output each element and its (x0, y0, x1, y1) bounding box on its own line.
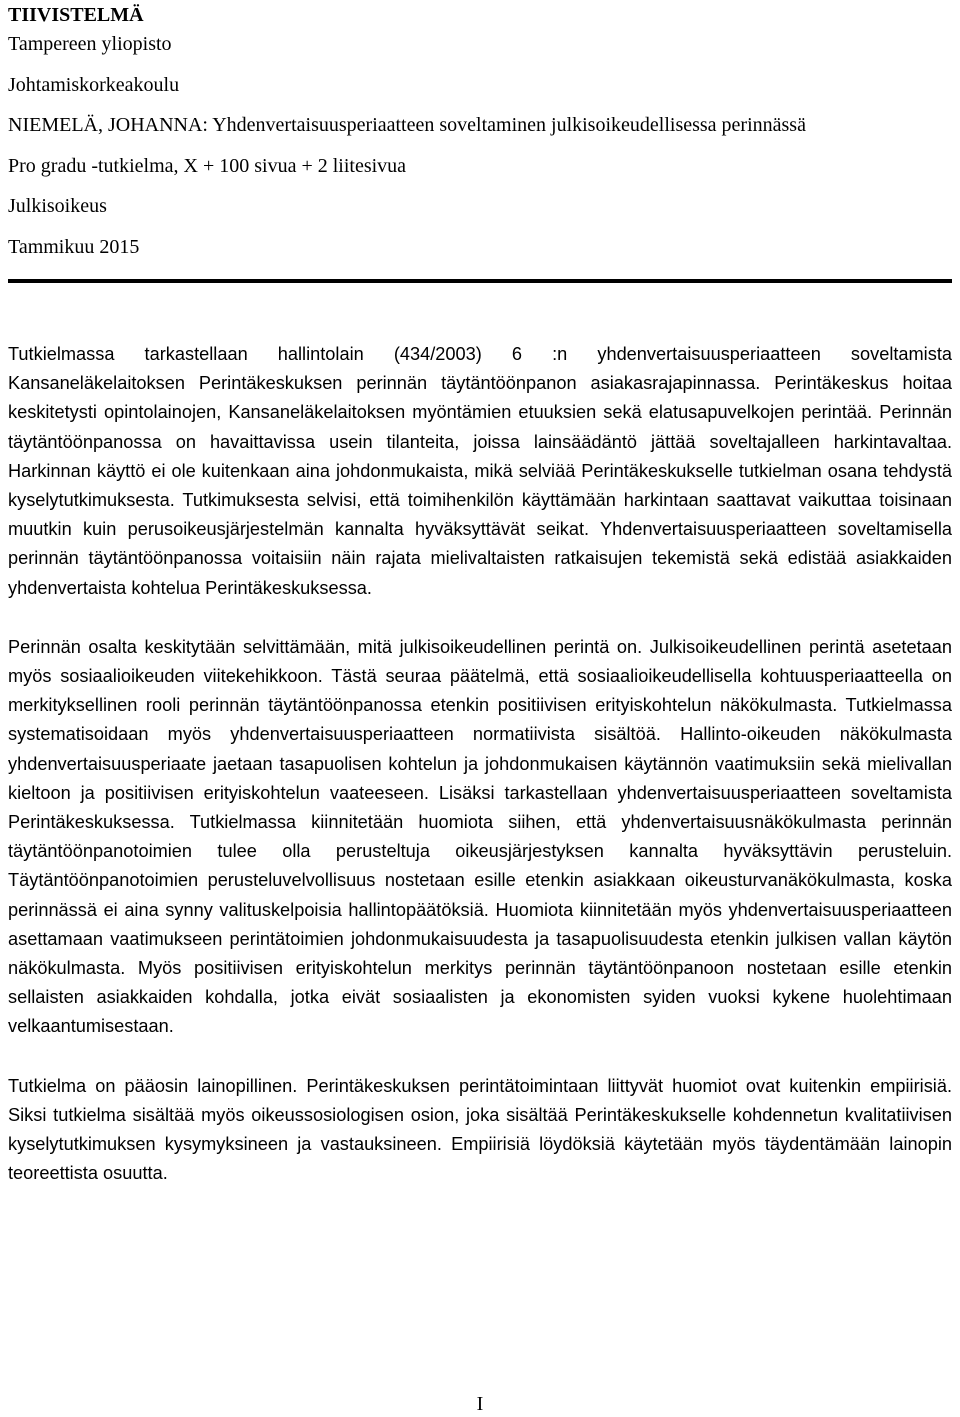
abstract-body (8, 340, 952, 1188)
subject-line: Julkisoikeus (8, 195, 107, 217)
thesis-type-line: Pro gradu -tutkielma, X + 100 sivua + 2 liitesivua (8, 154, 407, 177)
divider-rule (8, 279, 952, 283)
university-line: Tampereen yliopisto (8, 33, 172, 55)
abstract-page (8, 0, 952, 1188)
abstract-paragraph: Tutkielma on pääosin lainopillinen. Perintäkeskuksen perintätoimintaan liittyvät huomiot ovat kuitenkin empiirisiä. Siksi tutkielma sisältää myös oikeussosiologisen osion, joka sisältää Perintäkeskukselle kohdennetun kvalitatiivisen kyselytutkimuksen kysymyksineen ja vastauksineen. Empiirisiä löydöksiä käytetään myös täydentämään lainopin teoreettista osuutta. (8, 1075, 952, 1184)
author-title-line: NIEMELÄ, JOHANNA: Yhdenvertaisuusperiaatteen soveltaminen julkisoikeudellisessa perinnässä (8, 114, 806, 136)
page-heading: TIIVISTELMÄ (8, 4, 144, 26)
date-line: Tammikuu 2015 (8, 235, 140, 258)
abstract-paragraph: Perinnän osalta keskitytään selvittämään, mitä julkisoikeudellinen perintä on. Julkisoikeudellinen perintä asetetaan myös sosiaalioikeuden viitekehikkoon. Tästä seuraa päätelmä, että sosiaalioikeudellisella kohtuusperiaatteella on merkityksellinen rooli perinnän täytäntöönpanossa etenkin positiivisen erityiskohtelun näkökulmasta. Tutkielmassa systematisoidaan myös yhdenvertaisuusperiaatteen normatiivista sisältöä. Hallinto-oikeuden näkökulmasta yhdenvertaisuusperiaate jaetaan tasapuolisen kohtelun ja johdonmukaisen käytännön vaatimuksiin sekä mielivallan kieltoon ja positiivisen erityiskohtelun vaateeseen. Lisäksi tarkastellaan yhdenvertaisuusperiaatteen soveltamista Perintäkeskuksessa. Tutkielmassa kiinnitetään huomiota siihen, että yhdenvertaisuusnäkökulmasta perinnän täytäntöönpanotoimien tulee olla perusteltuja oikeusjärjestyksen kannalta hyväksyttävin perusteluin. Täytäntöönpanotoimien perusteluvelvollisuus nostetaan esille etenkin asiakkaan oikeusturvanäkökulmasta, koska perinnässä ei aina synny valituskelpoisia hallintopäätöksiä. Huomiota kiinnitetään myös yhdenvertaisuusperiaatteen asettamaan vaatimukseen perintätoimien johdonmukaisuudesta ja tasapuolisuudesta etenkin julkisen vallan käytön näkökulmasta. Myös positiivisen erityiskohtelun merkitys perinnän täytäntöönpanoon nostetaan esille etenkin sellaisten asiakkaiden kohdalla, jotka eivät sosiaalisten ja ekonomisten syiden vuoksi kykene huolehtimaan velkaantumisestaan. (8, 636, 952, 1037)
school-line: Johtamiskorkeakoulu (8, 73, 180, 96)
abstract-paragraph: Tutkielmassa tarkastellaan hallintolain (434/2003) 6 :n yhdenvertaisuusperiaatteen soveltamista Kansaneläkelaitoksen Perintäkeskuksen perinnän täytäntöönpanon asiakasrajapinnassa. Perintäkeskus hoitaa keskitetysti opintolainojen, Kansaneläkelaitoksen myöntämien etuuksien sekä elatusapuvelkojen perintää. Perinnän täytäntöönpanossa on havaittavissa usein tilanteita, joissa lainsäädäntö jättää soveltajalleen harkintavaltaa. Harkinnan käyttö ei ole kuitenkaan aina johdonmukaista, mikä selviää Perintäkeskukselle tutkielman osana tehdystä kyselytutkimuksesta. Tutkimuksesta selvisi, että toimihenkilön käyttämään harkintaan saattavat vaikuttaa toisinaan muutkin kuin perusoikeusjärjestelmän kannalta hyväksyttävät seikat. Yhdenvertaisuusperiaatteen soveltamisella perinnän täytäntöönpanossa voitaisiin näin rajata mielivaltaisten ratkaisujen tekemistä sekä edistää asiakkaiden yhdenvertaista kohtelua Perintäkeskuksessa. (8, 344, 952, 598)
page-number: I (476, 1393, 484, 1415)
thesis-metadata (8, 24, 952, 267)
